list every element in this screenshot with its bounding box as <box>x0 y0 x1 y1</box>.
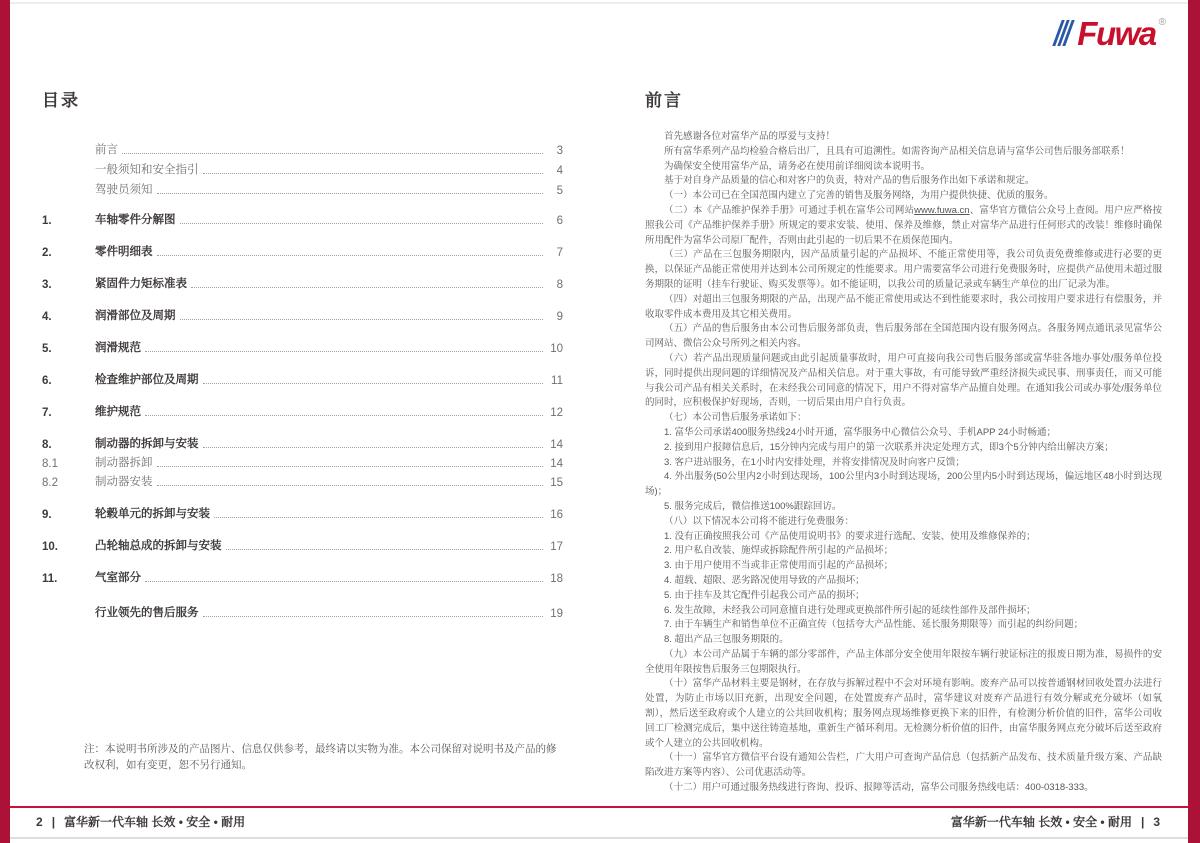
toc-entry-page: 18 <box>550 573 563 585</box>
toc-entry-label: 轮毂单元的拆卸与安装 <box>95 508 210 520</box>
toc-entry-page: 11 <box>551 375 563 387</box>
toc-entry-number: 10. <box>42 541 58 553</box>
toc-entry-page: 17 <box>550 541 563 553</box>
paragraph-text: （二）本《产品维护保养手册》可通过手机在富华公司网站 <box>664 204 915 216</box>
page-bottom-edge <box>10 837 1188 839</box>
toc-entry-label: 零件明细表 <box>95 246 153 258</box>
toc-entry-label: 制动器安装 <box>95 476 153 488</box>
toc-entry <box>42 505 563 521</box>
preface-paragraph <box>645 204 1162 248</box>
toc-entry-page: 12 <box>550 407 563 419</box>
toc-entry-page: 9 <box>556 311 563 323</box>
toc-entry-number: 4. <box>42 311 52 323</box>
toc-list <box>42 141 563 620</box>
toc-entry-number: 6. <box>42 375 52 387</box>
toc-entry-label: 润滑规范 <box>95 342 141 354</box>
right-accent-bar <box>1188 0 1200 843</box>
preface-list-item: 6. 发生故障，未经我公司同意擅自进行处理或更换部件所引起的延续性部件及部件损坏； <box>664 604 1036 616</box>
toc-entry-page: 6 <box>556 215 563 227</box>
toc-entry-label: 制动器拆卸 <box>95 457 153 469</box>
preface-paragraph: （七）本公司售后服务承诺如下： <box>664 412 807 424</box>
toc-entry-number: 8.1 <box>42 458 58 470</box>
footer-divider: | <box>1140 815 1145 829</box>
toc-entry-label: 驾驶员须知 <box>95 184 153 196</box>
preface-list-item: 1. 没有正确按照我公司《产品使用说明书》的要求进行选配、安装、使用及维修保养的； <box>664 530 1036 542</box>
toc-entry-page: 14 <box>550 439 563 451</box>
toc-dot-leader <box>203 447 544 448</box>
paragraph-text: 、富华官方微信公众号上查阅。用户应严格按照我公司《产品维护保养手册》所规定的要求安装、使用、保养及维修，禁止对富华产品进行任何形式的改装！维修时确保所用配件为富华公司原厂配件，否则由此引起的一切后果不在质保范围内。 <box>645 204 1162 246</box>
preface-paragraph: 首先感谢各位对富华产品的厚爱与支持！ <box>664 131 836 142</box>
preface-list-item: 3. 客户进站服务，在1小时内安排处理，并将安排情况及时向客户反馈； <box>664 456 965 468</box>
toc-dot-leader <box>203 616 544 617</box>
preface-paragraph: （六）若产品出现质量问题或由此引起质量事故时，用户可直接向我公司售后服务部或富华驻各地办事处/服务单位投诉，同时提供出现问题的详细情况及产品相关信息。对于重大事故，有可能导致严重经济损失或民事、刑事责任，而又可能与我公司产品有相关关系时，在未经我公司同意的情况下，用户不得对富华产品擅自处理。在通知我公司或办事处/服务单位的同时，应积极保护好现场，否则，一切后果由用户自行负责。 <box>645 352 1162 409</box>
footer-rule <box>10 806 1188 808</box>
toc-entry <box>42 181 563 197</box>
toc-entry-label: 车轴零件分解图 <box>95 214 176 226</box>
registered-trademark-symbol: ® <box>1158 17 1166 28</box>
toc-entry-page: 8 <box>556 279 563 291</box>
toc-entry-label: 一般须知和安全指引 <box>95 164 199 176</box>
toc-entry-page: 15 <box>550 477 563 489</box>
toc-entry <box>42 307 563 323</box>
toc-entry-number: 9. <box>42 509 52 521</box>
toc-entry-page: 4 <box>556 165 563 177</box>
toc-entry-label: 检查维护部位及周期 <box>95 374 199 386</box>
toc-title: 目录 <box>42 91 80 110</box>
toc-entry-page: 10 <box>550 343 563 355</box>
preface-paragraph: （一）本公司已在全国范围内建立了完善的销售及服务网络，为用户提供快捷、优质的服务。 <box>664 190 1054 202</box>
toc-entry-label: 凸轮轴总成的拆卸与安装 <box>95 540 222 552</box>
toc-dot-leader <box>180 223 544 224</box>
toc-entry-page: 3 <box>556 145 563 157</box>
toc-entry <box>42 435 563 451</box>
disclaimer-note: 注：本说明书所涉及的产品图片、信息仅供参考，最终请以实物为准。本公司保留对说明书及产品的修改权利，如有变更，恕不另行通知。 <box>84 743 557 771</box>
toc-dot-leader <box>145 581 543 582</box>
toc-entry <box>42 454 563 470</box>
toc-dot-leader <box>226 549 544 550</box>
page-footer-left <box>36 813 245 830</box>
preface-list-item: 5. 服务完成后，微信推送100%跟踪回访。 <box>664 500 842 512</box>
preface-paragraph: 为确保安全使用富华产品，请务必在使用前详细阅读本说明书。 <box>664 160 931 172</box>
preface-title: 前言 <box>645 91 683 110</box>
toc-entry <box>42 569 563 585</box>
fuwa-website-link[interactable]: www.fuwa.cn <box>914 204 970 216</box>
toc-entry-number: 3. <box>42 279 52 291</box>
toc-entry-label: 润滑部位及周期 <box>95 310 176 322</box>
toc-dot-leader <box>203 173 544 174</box>
preface-list-item: 8. 超出产品三包服务期限的。 <box>664 634 789 646</box>
toc-entry-number: 7. <box>42 407 52 419</box>
preface-list-item: 1. 富华公司承诺400服务热线24小时开通，富华服务中心微信公众号、手机APP 24小时畅通； <box>664 426 1057 438</box>
toc-entry-label: 前言 <box>95 144 118 156</box>
toc-dot-leader <box>180 319 544 320</box>
toc-entry <box>42 275 563 291</box>
preface-list-item: 4. 超载、超限、恶劣路况使用导致的产品损坏； <box>664 574 865 586</box>
preface-list-item: 2. 用户私自改装、施焊或拆除配件所引起的产品损坏； <box>664 545 894 557</box>
page-number: 3 <box>1153 815 1160 829</box>
preface-list-item: 3. 由于用户使用不当或非正常使用而引起的产品损坏； <box>664 560 894 572</box>
toc-entry <box>42 473 563 489</box>
toc-entry <box>42 211 563 227</box>
toc-dot-leader <box>191 287 543 288</box>
toc-entry-label: 制动器的拆卸与安装 <box>95 438 199 450</box>
preface-list-item: 7. 由于车辆生产和销售单位不正确宣传（包括夸大产品性能、延长服务期限等）而引起的纠纷问题； <box>664 619 1084 631</box>
toc-entry-label: 气室部分 <box>95 572 141 584</box>
toc-entry-number: 11. <box>42 573 58 585</box>
toc-dot-leader <box>157 193 544 194</box>
preface-list-item: 2. 接到用户报障信息后，15分钟内完成与用户的第一次联系并决定处理方式，即3个5分钟内给出解决方案； <box>664 441 1114 453</box>
preface-paragraph: （五）产品的售后服务由本公司售后服务部负责，售后服务部在全国范围内设有服务网点。各服务网点通讯录见富华公司网站、微信公众号所列之相关内容。 <box>645 323 1162 350</box>
toc-dot-leader <box>157 255 544 256</box>
toc-dot-leader <box>214 517 543 518</box>
preface-paragraph: 基于对自身产品质量的信心和对客户的负责，特对产品的售后服务作出如下承诺和规定。 <box>664 175 1035 187</box>
toc-entry-number: 8.2 <box>42 477 58 489</box>
preface-body <box>645 130 1162 796</box>
left-accent-bar <box>0 0 10 843</box>
preface-paragraph: 所有富华系列产品均检验合格后出厂，且具有可追溯性。如需咨询产品相关信息请与富华公司售后服务部联系！ <box>664 145 1130 157</box>
toc-entry-label: 紧固件力矩标准表 <box>95 278 187 290</box>
toc-entry-page: 5 <box>556 185 563 197</box>
toc-entry-page: 16 <box>550 509 563 521</box>
toc-entry <box>42 141 563 157</box>
toc-entry <box>42 537 563 553</box>
toc-dot-leader <box>157 466 544 467</box>
preface-list-item: 5. 由于挂车及其它配件引起我公司产品的损坏； <box>664 589 865 601</box>
preface-paragraph: （九）本公司产品属于车辆的部分零部件，产品主体部分安全使用年限按车辆行驶证标注的报废日期为准，易损件的安全使用年限按售后服务三包期限执行。 <box>645 648 1162 675</box>
preface-page <box>645 86 1162 796</box>
preface-paragraph: （三）产品在三包服务期限内，因产品质量引起的产品损坏、不能正常使用等，我公司负责免费维修或进行必要的更换，以保证产品能正常使用并达到本公司所规定的性能要求。用户需要富华公司进行免费服务时，应提供产品使用未超过服务期限的证明（挂车行驶证、购买发票等）。如不能证明，以我公司的质量记录或车辆生产单位的出厂记录为准。 <box>645 249 1162 290</box>
toc-entry-page: 19 <box>550 608 563 620</box>
toc-entry-number: 5. <box>42 343 52 355</box>
toc-dot-leader <box>122 153 543 154</box>
page-footer-right <box>951 813 1160 830</box>
toc-entry-page: 7 <box>556 247 563 259</box>
preface-paragraph: （十）富华产品材料主要是钢材，在存放与拆解过程中不会对环境有影响。废弃产品可以按普通钢材回收处置办法进行处置，为防止市场以旧充新，出现安全问题，在处置废弃产品时，富华建议对废弃产品进行有效分解或充分破坏（如氧割），然后送至政府或个人建立的公共回收机构；服务网点现场维修更换下来的旧件，有检测分析价值的旧件，富华公司收回工厂检测完成后，集中送往铸造基地，重新生产循环利用。无检测分析价值的旧件，由富华服务网点充分破坏后送至政府或个人建立的公共回收机构。 <box>645 678 1162 749</box>
toc-entry-page: 14 <box>550 458 563 470</box>
preface-list-item: 4. 外出服务(50公里内2小时到达现场，100公里内3小时到达现场，200公里内5小时到达现场，偏远地区48小时到达现场)； <box>645 471 1162 498</box>
preface-paragraph: （八）以下情况本公司将不能进行免费服务： <box>664 515 855 527</box>
toc-entry <box>42 403 563 419</box>
toc-page <box>42 86 563 620</box>
logo-stripes-icon <box>1053 20 1077 46</box>
toc-dot-leader <box>157 485 544 486</box>
page-top-edge <box>10 2 1188 4</box>
toc-dot-leader <box>145 415 543 416</box>
toc-entry <box>42 161 563 177</box>
toc-dot-leader <box>145 351 543 352</box>
footer-tagline: 富华新一代车轴 长效 • 安全 • 耐用 <box>950 815 1132 829</box>
fuwa-logo <box>1057 16 1166 50</box>
toc-entry <box>42 604 563 620</box>
toc-entry-label: 维护规范 <box>95 406 141 418</box>
preface-paragraph: （十一）富华官方微信平台设有通知公告栏，广大用户可查询产品信息（包括新产品发布、技术质量升级方案、产品缺陷改进方案等内容）、公司优惠活动等。 <box>645 752 1162 779</box>
toc-entry-number: 2. <box>42 247 52 259</box>
preface-paragraph: （十二）用户可通过服务热线进行咨询、投诉、报障等活动，富华公司服务热线电话：400-0318-333。 <box>664 782 1094 794</box>
page-number: 2 <box>36 815 43 829</box>
toc-entry-number: 8. <box>42 439 52 451</box>
footer-tagline: 富华新一代车轴 长效 • 安全 • 耐用 <box>64 815 246 829</box>
toc-entry <box>42 371 563 387</box>
preface-paragraph: （四）对超出三包服务期限的产品，出现产品不能正常使用或达不到性能要求时，我公司按用户要求进行有偿服务，并收取零件成本费用及其它相关费用。 <box>645 293 1162 320</box>
toc-entry-label: 行业领先的售后服务 <box>95 607 199 619</box>
toc-entry <box>42 339 563 355</box>
footer-divider: | <box>51 815 56 829</box>
toc-entry <box>42 243 563 259</box>
toc-dot-leader <box>203 383 544 384</box>
toc-entry-number: 1. <box>42 215 52 227</box>
logo-wordmark: Fuwa <box>1077 14 1156 52</box>
